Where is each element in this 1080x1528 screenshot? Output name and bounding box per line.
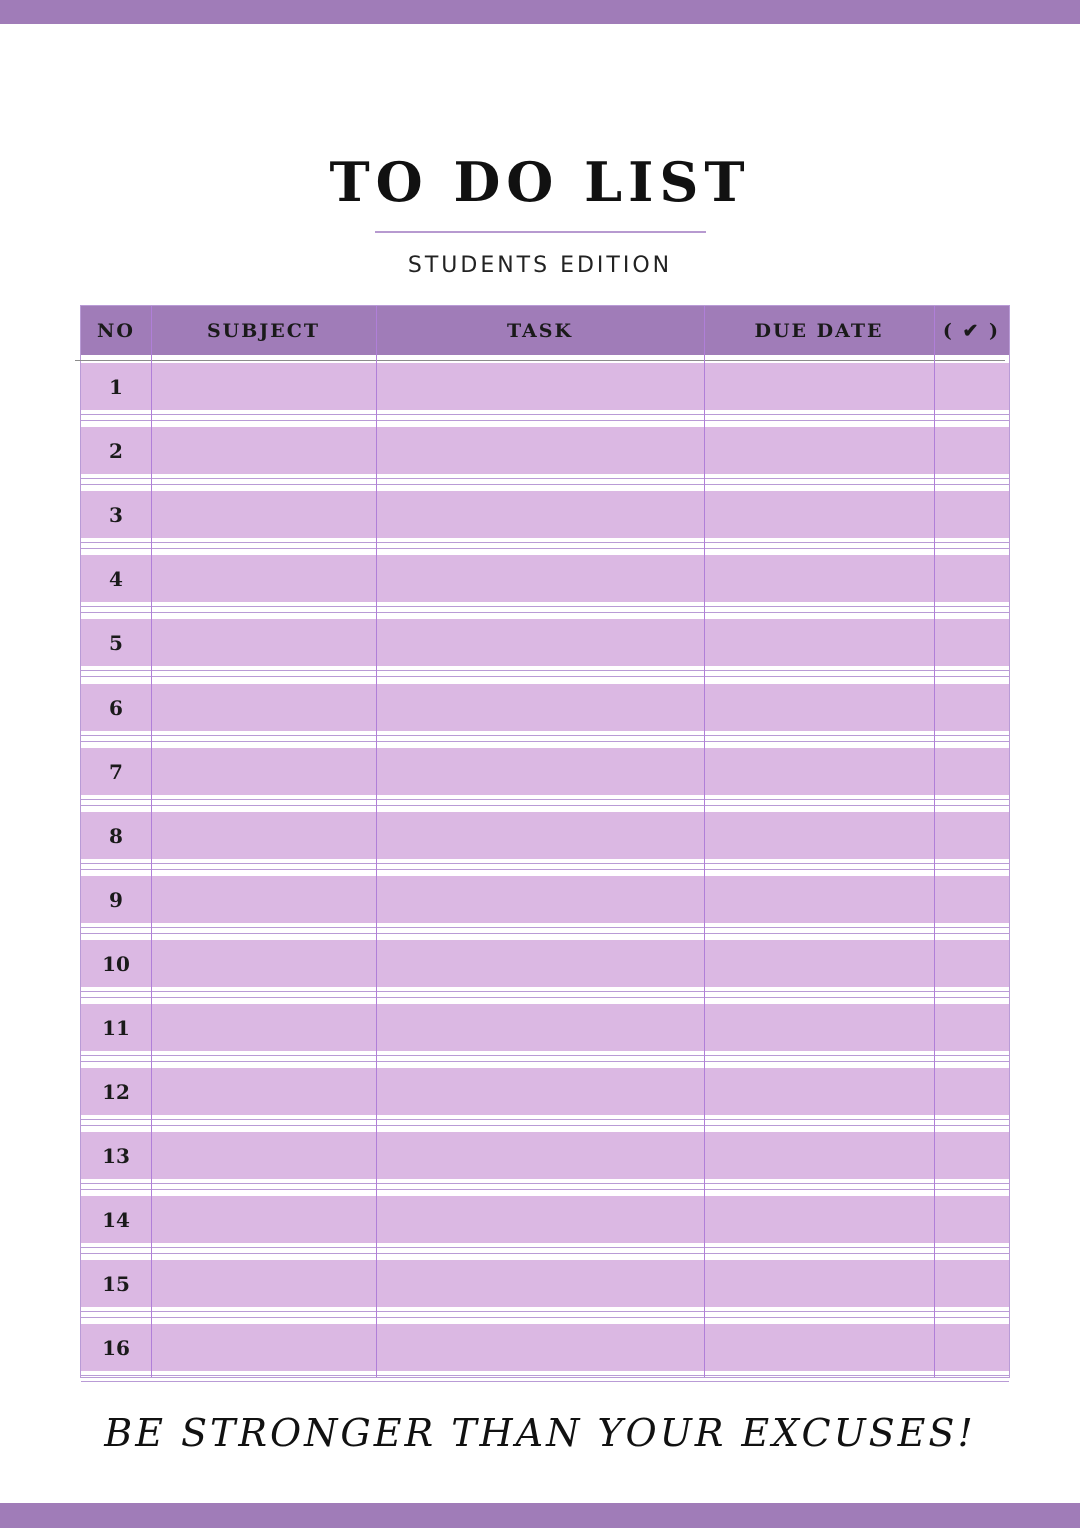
table-row <box>81 555 1009 602</box>
row-separator <box>81 1253 1009 1254</box>
column-divider-task <box>704 306 705 1377</box>
row-separator <box>81 1381 1009 1382</box>
table-row <box>81 940 1009 987</box>
table-header <box>81 306 1009 355</box>
title-divider <box>375 231 706 233</box>
row-separator <box>81 997 1009 998</box>
row-separator <box>81 1055 1009 1056</box>
header-due-date: DUE DATE <box>754 319 884 342</box>
row-separator <box>81 805 1009 806</box>
column-divider-due-date <box>934 306 935 1377</box>
table-row <box>81 1260 1009 1307</box>
row-number: 4 <box>109 566 123 591</box>
table-row <box>81 1068 1009 1115</box>
row-separator <box>81 1061 1009 1062</box>
row-number: 2 <box>109 438 123 463</box>
row-number: 9 <box>109 887 123 912</box>
header-underline <box>75 360 1005 361</box>
row-number: 12 <box>102 1079 130 1104</box>
row-separator <box>81 414 1009 415</box>
row-separator <box>81 606 1009 607</box>
row-number: 15 <box>102 1271 130 1296</box>
row-number: 14 <box>102 1207 130 1232</box>
row-separator <box>81 670 1009 671</box>
row-number: 1 <box>109 374 123 399</box>
bottom-accent-bar <box>0 1503 1080 1528</box>
row-number: 3 <box>109 502 123 527</box>
header-check: ( ✔ ) <box>942 319 1001 342</box>
table-row <box>81 1004 1009 1051</box>
table-row <box>81 619 1009 666</box>
table-row <box>81 876 1009 923</box>
row-separator <box>81 1317 1009 1318</box>
row-separator <box>81 478 1009 479</box>
row-separator <box>81 612 1009 613</box>
row-number: 5 <box>109 630 123 655</box>
row-separator <box>81 991 1009 992</box>
row-separator <box>81 1189 1009 1190</box>
row-separator <box>81 542 1009 543</box>
row-number: 13 <box>102 1143 130 1168</box>
table-row <box>81 1132 1009 1179</box>
row-separator <box>81 548 1009 549</box>
row-separator <box>81 1183 1009 1184</box>
row-separator <box>81 933 1009 934</box>
table-row <box>81 1196 1009 1243</box>
top-accent-bar <box>0 0 1080 24</box>
row-separator <box>81 1125 1009 1126</box>
motivational-quote: BE STRONGER THAN YOUR EXCUSES! <box>104 1411 976 1455</box>
row-separator <box>81 869 1009 870</box>
page-subtitle: STUDENTS EDITION <box>407 253 673 278</box>
row-separator <box>81 420 1009 421</box>
todo-table <box>80 305 1010 1378</box>
row-number: 10 <box>102 951 130 976</box>
row-separator <box>81 863 1009 864</box>
row-number: 6 <box>109 695 123 720</box>
row-number: 8 <box>109 823 123 848</box>
row-number: 16 <box>102 1335 130 1360</box>
row-separator <box>81 799 1009 800</box>
row-separator <box>81 1119 1009 1120</box>
row-number: 11 <box>102 1015 130 1040</box>
header-task: TASK <box>506 319 574 342</box>
table-row <box>81 748 1009 795</box>
column-divider-no <box>151 306 152 1377</box>
table-row <box>81 684 1009 731</box>
row-separator <box>81 735 1009 736</box>
header-subject: SUBJECT <box>206 319 321 342</box>
header-no: NO <box>97 319 135 342</box>
row-number: 7 <box>109 759 123 784</box>
table-row <box>81 1324 1009 1371</box>
row-separator <box>81 676 1009 677</box>
row-separator <box>81 1375 1009 1376</box>
page-title: TO DO LIST <box>329 150 751 214</box>
table-row <box>81 363 1009 410</box>
row-separator <box>81 1311 1009 1312</box>
table-row <box>81 812 1009 859</box>
table-row <box>81 491 1009 538</box>
row-separator <box>81 1247 1009 1248</box>
table-row <box>81 427 1009 474</box>
row-separator <box>81 484 1009 485</box>
row-separator <box>81 927 1009 928</box>
column-divider-subject <box>376 306 377 1377</box>
row-separator <box>81 741 1009 742</box>
